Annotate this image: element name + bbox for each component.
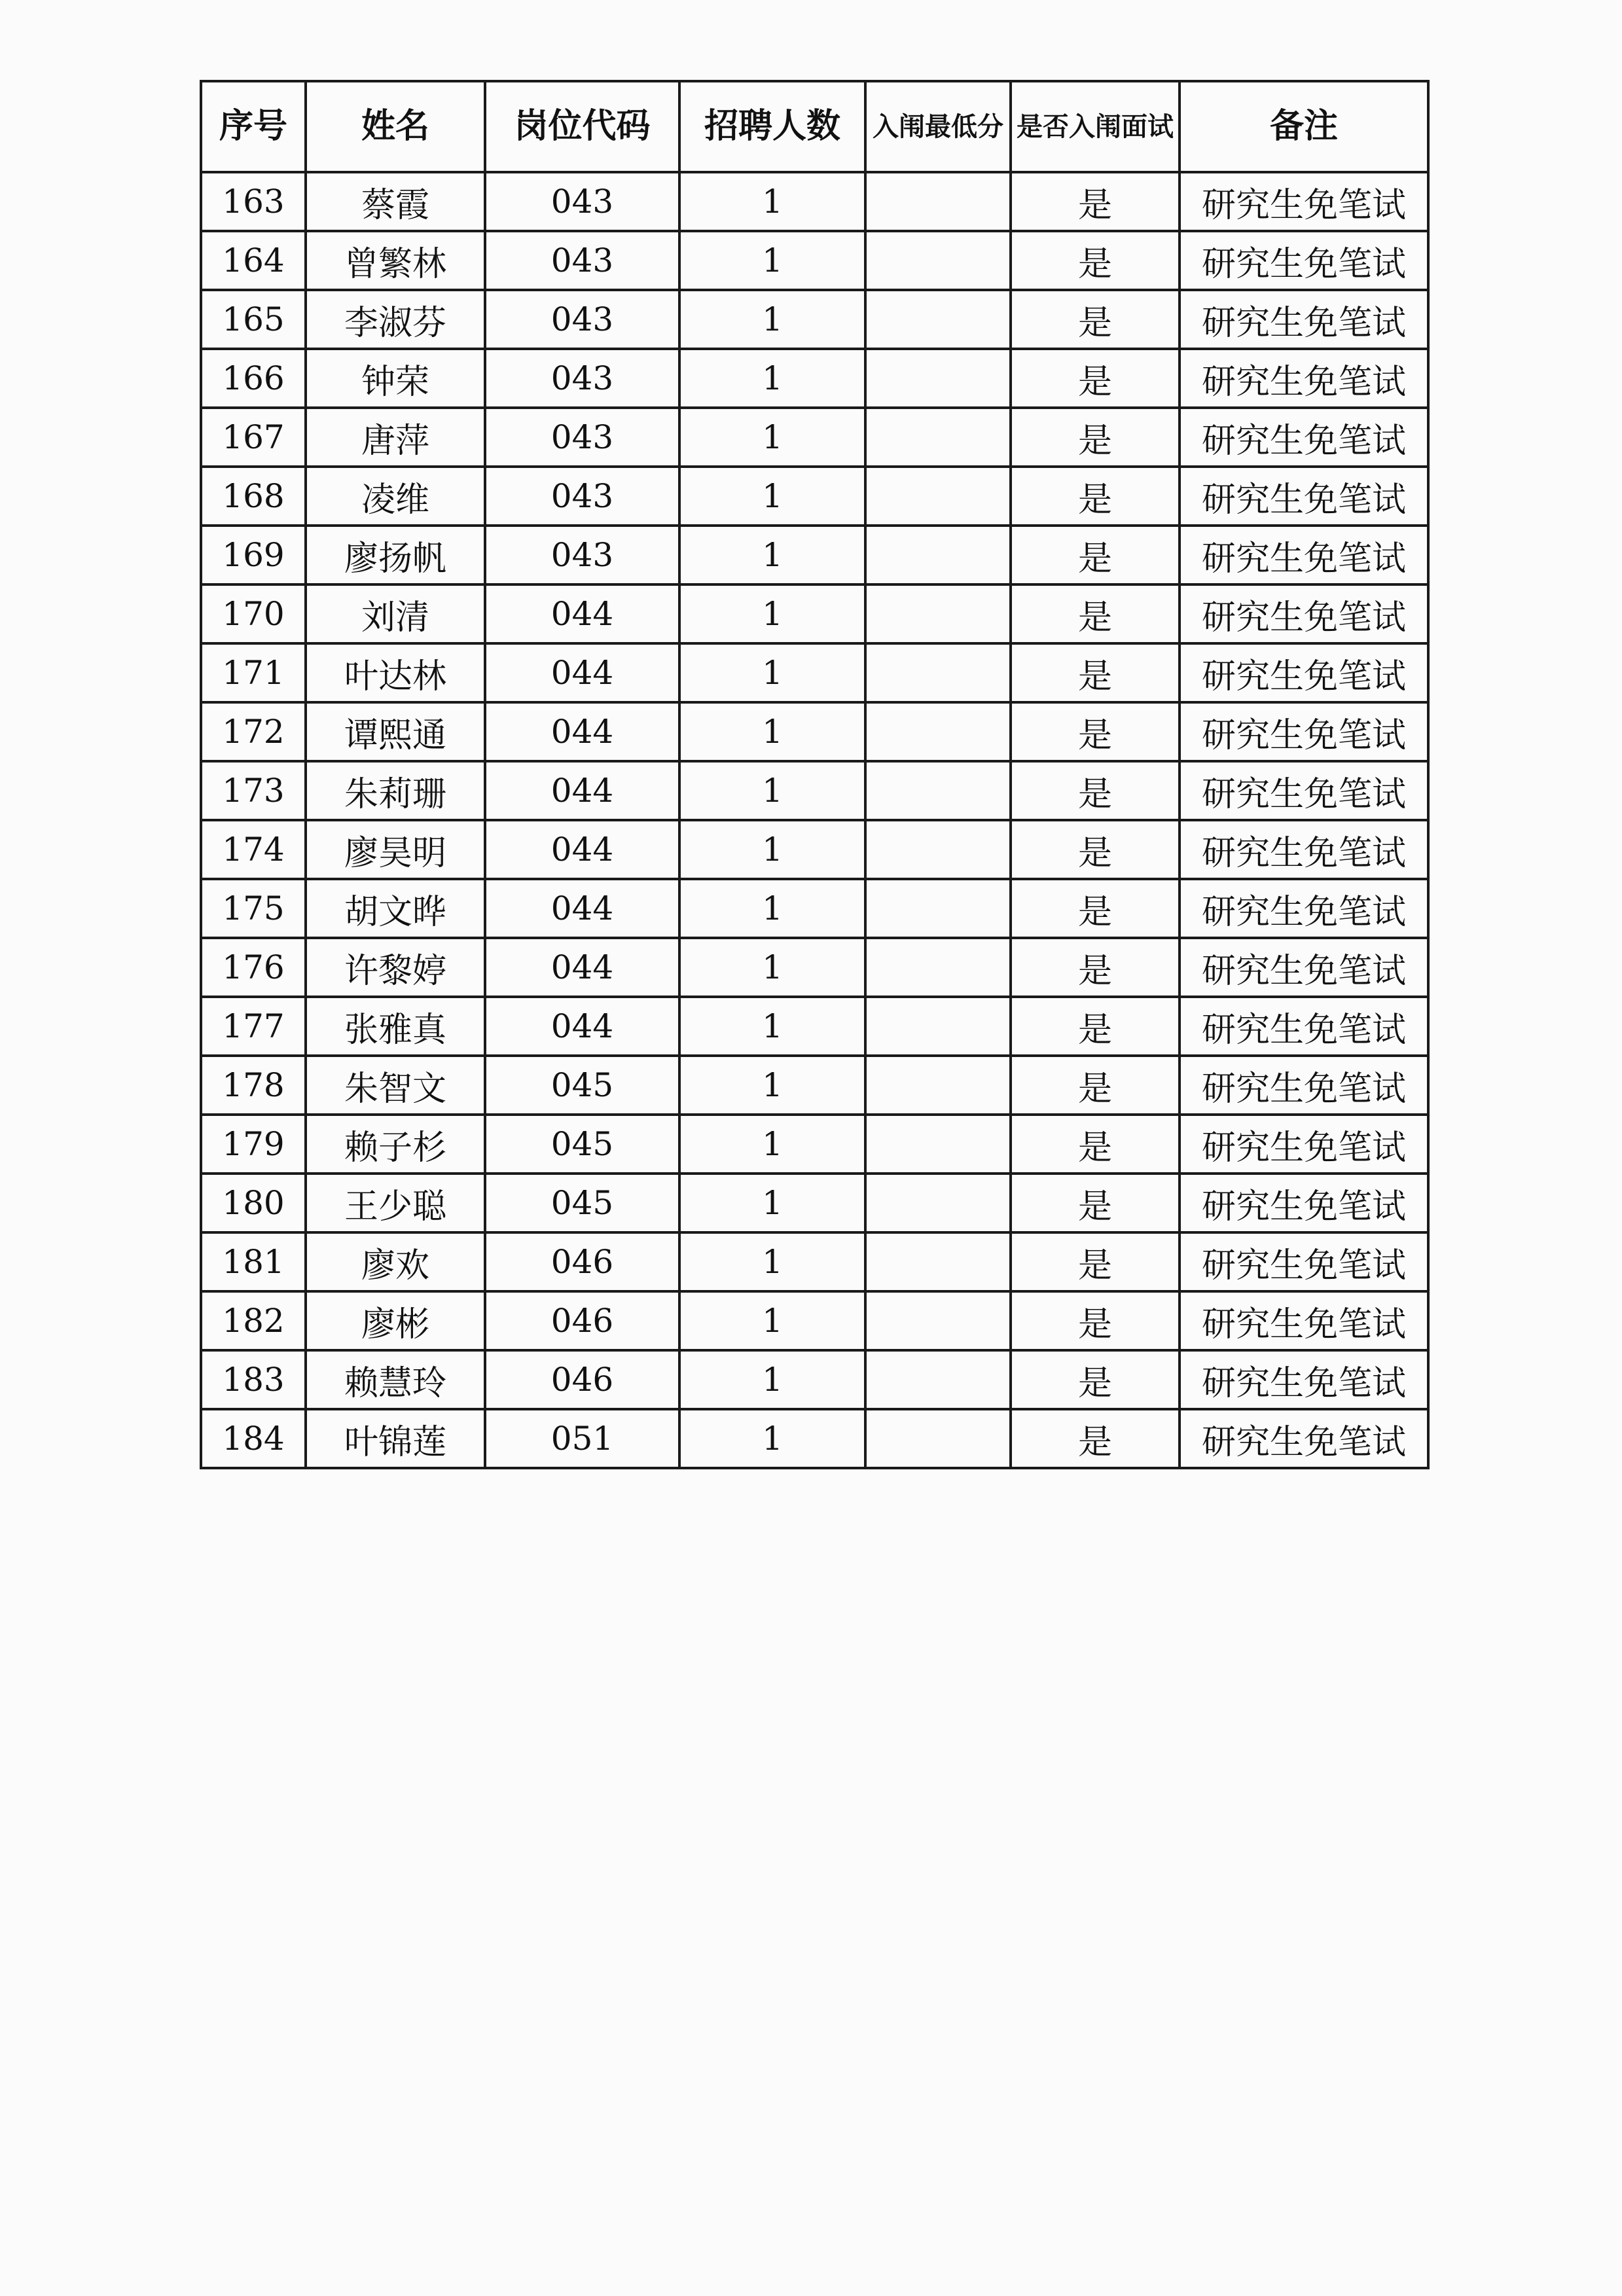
table-row — [201, 643, 1428, 702]
cell-interview: 是 — [1011, 1174, 1180, 1232]
cell-seq: 178 — [201, 1056, 306, 1115]
cell-min-score — [865, 349, 1011, 408]
cell-remark: 研究生免笔试 — [1180, 349, 1428, 408]
cell-recruit-count: 1 — [679, 1115, 865, 1174]
table-row — [201, 408, 1428, 467]
table-row — [201, 1115, 1428, 1174]
cell-post-code: 046 — [485, 1232, 679, 1291]
cell-seq: 171 — [201, 643, 306, 702]
cell-min-score — [865, 702, 1011, 761]
cell-remark: 研究生免笔试 — [1180, 702, 1428, 761]
table-row — [201, 938, 1428, 997]
cell-min-score — [865, 467, 1011, 526]
table-row — [201, 702, 1428, 761]
header-seq: 序号 — [201, 81, 306, 172]
cell-seq: 172 — [201, 702, 306, 761]
cell-post-code: 044 — [485, 702, 679, 761]
cell-post-code: 045 — [485, 1056, 679, 1115]
cell-seq: 165 — [201, 290, 306, 349]
cell-min-score — [865, 172, 1011, 231]
cell-name: 张雅真 — [306, 997, 485, 1056]
table-row — [201, 1291, 1428, 1350]
cell-seq: 174 — [201, 820, 306, 879]
cell-min-score — [865, 584, 1011, 643]
cell-interview: 是 — [1011, 526, 1180, 584]
cell-seq: 176 — [201, 938, 306, 997]
cell-recruit-count: 1 — [679, 1291, 865, 1350]
header-row — [201, 81, 1428, 172]
cell-interview: 是 — [1011, 349, 1180, 408]
cell-post-code: 044 — [485, 820, 679, 879]
cell-name: 钟荣 — [306, 349, 485, 408]
cell-name: 廖昊明 — [306, 820, 485, 879]
cell-post-code: 043 — [485, 349, 679, 408]
cell-seq: 170 — [201, 584, 306, 643]
cell-name: 谭熙通 — [306, 702, 485, 761]
cell-min-score — [865, 1232, 1011, 1291]
cell-post-code: 045 — [485, 1115, 679, 1174]
cell-recruit-count: 1 — [679, 1350, 865, 1409]
cell-interview: 是 — [1011, 997, 1180, 1056]
cell-min-score — [865, 526, 1011, 584]
cell-post-code: 043 — [485, 172, 679, 231]
cell-post-code: 043 — [485, 408, 679, 467]
cell-min-score — [865, 820, 1011, 879]
cell-remark: 研究生免笔试 — [1180, 938, 1428, 997]
cell-post-code: 043 — [485, 231, 679, 290]
cell-name: 叶锦莲 — [306, 1409, 485, 1468]
cell-remark: 研究生免笔试 — [1180, 290, 1428, 349]
cell-seq: 182 — [201, 1291, 306, 1350]
header-name: 姓名 — [306, 81, 485, 172]
cell-post-code: 043 — [485, 526, 679, 584]
cell-name: 胡文晔 — [306, 879, 485, 938]
cell-post-code: 044 — [485, 761, 679, 820]
cell-remark: 研究生免笔试 — [1180, 1409, 1428, 1468]
table-row — [201, 172, 1428, 231]
cell-interview: 是 — [1011, 467, 1180, 526]
cell-recruit-count: 1 — [679, 938, 865, 997]
cell-interview: 是 — [1011, 1115, 1180, 1174]
cell-min-score — [865, 643, 1011, 702]
cell-name: 曾繁林 — [306, 231, 485, 290]
cell-seq: 184 — [201, 1409, 306, 1468]
cell-name: 李淑芬 — [306, 290, 485, 349]
cell-recruit-count: 1 — [679, 290, 865, 349]
cell-recruit-count: 1 — [679, 467, 865, 526]
cell-remark: 研究生免笔试 — [1180, 408, 1428, 467]
cell-min-score — [865, 761, 1011, 820]
cell-seq: 175 — [201, 879, 306, 938]
cell-post-code: 046 — [485, 1291, 679, 1350]
cell-min-score — [865, 1115, 1011, 1174]
cell-remark: 研究生免笔试 — [1180, 467, 1428, 526]
cell-recruit-count: 1 — [679, 879, 865, 938]
cell-min-score — [865, 290, 1011, 349]
cell-min-score — [865, 938, 1011, 997]
cell-name: 许黎婷 — [306, 938, 485, 997]
cell-recruit-count: 1 — [679, 1174, 865, 1232]
cell-seq: 163 — [201, 172, 306, 231]
cell-interview: 是 — [1011, 172, 1180, 231]
cell-remark: 研究生免笔试 — [1180, 879, 1428, 938]
cell-remark: 研究生免笔试 — [1180, 584, 1428, 643]
cell-interview: 是 — [1011, 938, 1180, 997]
cell-seq: 181 — [201, 1232, 306, 1291]
cell-seq: 166 — [201, 349, 306, 408]
cell-name: 廖彬 — [306, 1291, 485, 1350]
cell-recruit-count: 1 — [679, 349, 865, 408]
cell-name: 朱莉珊 — [306, 761, 485, 820]
cell-seq: 167 — [201, 408, 306, 467]
cell-min-score — [865, 1350, 1011, 1409]
cell-post-code: 044 — [485, 997, 679, 1056]
table-row — [201, 1409, 1428, 1468]
table-row — [201, 879, 1428, 938]
cell-name: 凌维 — [306, 467, 485, 526]
cell-interview: 是 — [1011, 1409, 1180, 1468]
cell-seq: 169 — [201, 526, 306, 584]
cell-interview: 是 — [1011, 1056, 1180, 1115]
cell-seq: 164 — [201, 231, 306, 290]
cell-interview: 是 — [1011, 231, 1180, 290]
cell-interview: 是 — [1011, 290, 1180, 349]
cell-post-code: 044 — [485, 643, 679, 702]
cell-remark: 研究生免笔试 — [1180, 761, 1428, 820]
cell-min-score — [865, 997, 1011, 1056]
table-row — [201, 349, 1428, 408]
cell-interview: 是 — [1011, 643, 1180, 702]
header-interview: 是否入闱面试 — [1011, 81, 1180, 172]
cell-name: 廖扬帆 — [306, 526, 485, 584]
cell-name: 廖欢 — [306, 1232, 485, 1291]
cell-interview: 是 — [1011, 761, 1180, 820]
cell-recruit-count: 1 — [679, 820, 865, 879]
table-row — [201, 231, 1428, 290]
cell-recruit-count: 1 — [679, 761, 865, 820]
cell-name: 唐萍 — [306, 408, 485, 467]
cell-interview: 是 — [1011, 1232, 1180, 1291]
cell-remark: 研究生免笔试 — [1180, 526, 1428, 584]
header-post-code: 岗位代码 — [485, 81, 679, 172]
header-recruit-count: 招聘人数 — [679, 81, 865, 172]
cell-remark: 研究生免笔试 — [1180, 1115, 1428, 1174]
cell-post-code: 043 — [485, 290, 679, 349]
cell-interview: 是 — [1011, 702, 1180, 761]
cell-recruit-count: 1 — [679, 231, 865, 290]
cell-post-code: 044 — [485, 879, 679, 938]
table-row — [201, 820, 1428, 879]
cell-min-score — [865, 1056, 1011, 1115]
cell-recruit-count: 1 — [679, 526, 865, 584]
cell-post-code: 046 — [485, 1350, 679, 1409]
cell-min-score — [865, 1409, 1011, 1468]
header-remark: 备注 — [1180, 81, 1428, 172]
cell-recruit-count: 1 — [679, 643, 865, 702]
cell-remark: 研究生免笔试 — [1180, 820, 1428, 879]
cell-seq: 179 — [201, 1115, 306, 1174]
cell-post-code: 051 — [485, 1409, 679, 1468]
table-row — [201, 1232, 1428, 1291]
table-row — [201, 1350, 1428, 1409]
cell-interview: 是 — [1011, 1350, 1180, 1409]
cell-post-code: 043 — [485, 467, 679, 526]
table-row — [201, 761, 1428, 820]
cell-seq: 183 — [201, 1350, 306, 1409]
cell-name: 叶达林 — [306, 643, 485, 702]
cell-recruit-count: 1 — [679, 408, 865, 467]
cell-min-score — [865, 408, 1011, 467]
cell-min-score — [865, 1291, 1011, 1350]
cell-recruit-count: 1 — [679, 1232, 865, 1291]
cell-remark: 研究生免笔试 — [1180, 1350, 1428, 1409]
cell-interview: 是 — [1011, 584, 1180, 643]
cell-recruit-count: 1 — [679, 702, 865, 761]
cell-remark: 研究生免笔试 — [1180, 1291, 1428, 1350]
cell-seq: 173 — [201, 761, 306, 820]
cell-interview: 是 — [1011, 408, 1180, 467]
cell-remark: 研究生免笔试 — [1180, 997, 1428, 1056]
table-row — [201, 1174, 1428, 1232]
cell-recruit-count: 1 — [679, 1056, 865, 1115]
cell-min-score — [865, 231, 1011, 290]
cell-recruit-count: 1 — [679, 1409, 865, 1468]
cell-name: 赖子杉 — [306, 1115, 485, 1174]
table-row — [201, 526, 1428, 584]
cell-seq: 177 — [201, 997, 306, 1056]
cell-interview: 是 — [1011, 879, 1180, 938]
header-min-score: 入闱最低分 — [865, 81, 1011, 172]
cell-name: 刘清 — [306, 584, 485, 643]
cell-interview: 是 — [1011, 1291, 1180, 1350]
cell-recruit-count: 1 — [679, 584, 865, 643]
cell-name: 王少聪 — [306, 1174, 485, 1232]
cell-name: 朱智文 — [306, 1056, 485, 1115]
table-row — [201, 584, 1428, 643]
cell-name: 蔡霞 — [306, 172, 485, 231]
cell-remark: 研究生免笔试 — [1180, 172, 1428, 231]
cell-remark: 研究生免笔试 — [1180, 1056, 1428, 1115]
table-row — [201, 1056, 1428, 1115]
cell-post-code: 044 — [485, 584, 679, 643]
cell-min-score — [865, 879, 1011, 938]
cell-seq: 168 — [201, 467, 306, 526]
cell-post-code: 044 — [485, 938, 679, 997]
table-row — [201, 290, 1428, 349]
cell-recruit-count: 1 — [679, 997, 865, 1056]
cell-name: 赖慧玲 — [306, 1350, 485, 1409]
cell-remark: 研究生免笔试 — [1180, 231, 1428, 290]
cell-min-score — [865, 1174, 1011, 1232]
cell-remark: 研究生免笔试 — [1180, 1174, 1428, 1232]
table-row — [201, 467, 1428, 526]
cell-recruit-count: 1 — [679, 172, 865, 231]
table-body — [201, 172, 1428, 1468]
cell-remark: 研究生免笔试 — [1180, 643, 1428, 702]
cell-remark: 研究生免笔试 — [1180, 1232, 1428, 1291]
cell-seq: 180 — [201, 1174, 306, 1232]
table-row — [201, 997, 1428, 1056]
cell-post-code: 045 — [485, 1174, 679, 1232]
cell-interview: 是 — [1011, 820, 1180, 879]
candidate-table — [200, 80, 1430, 1469]
